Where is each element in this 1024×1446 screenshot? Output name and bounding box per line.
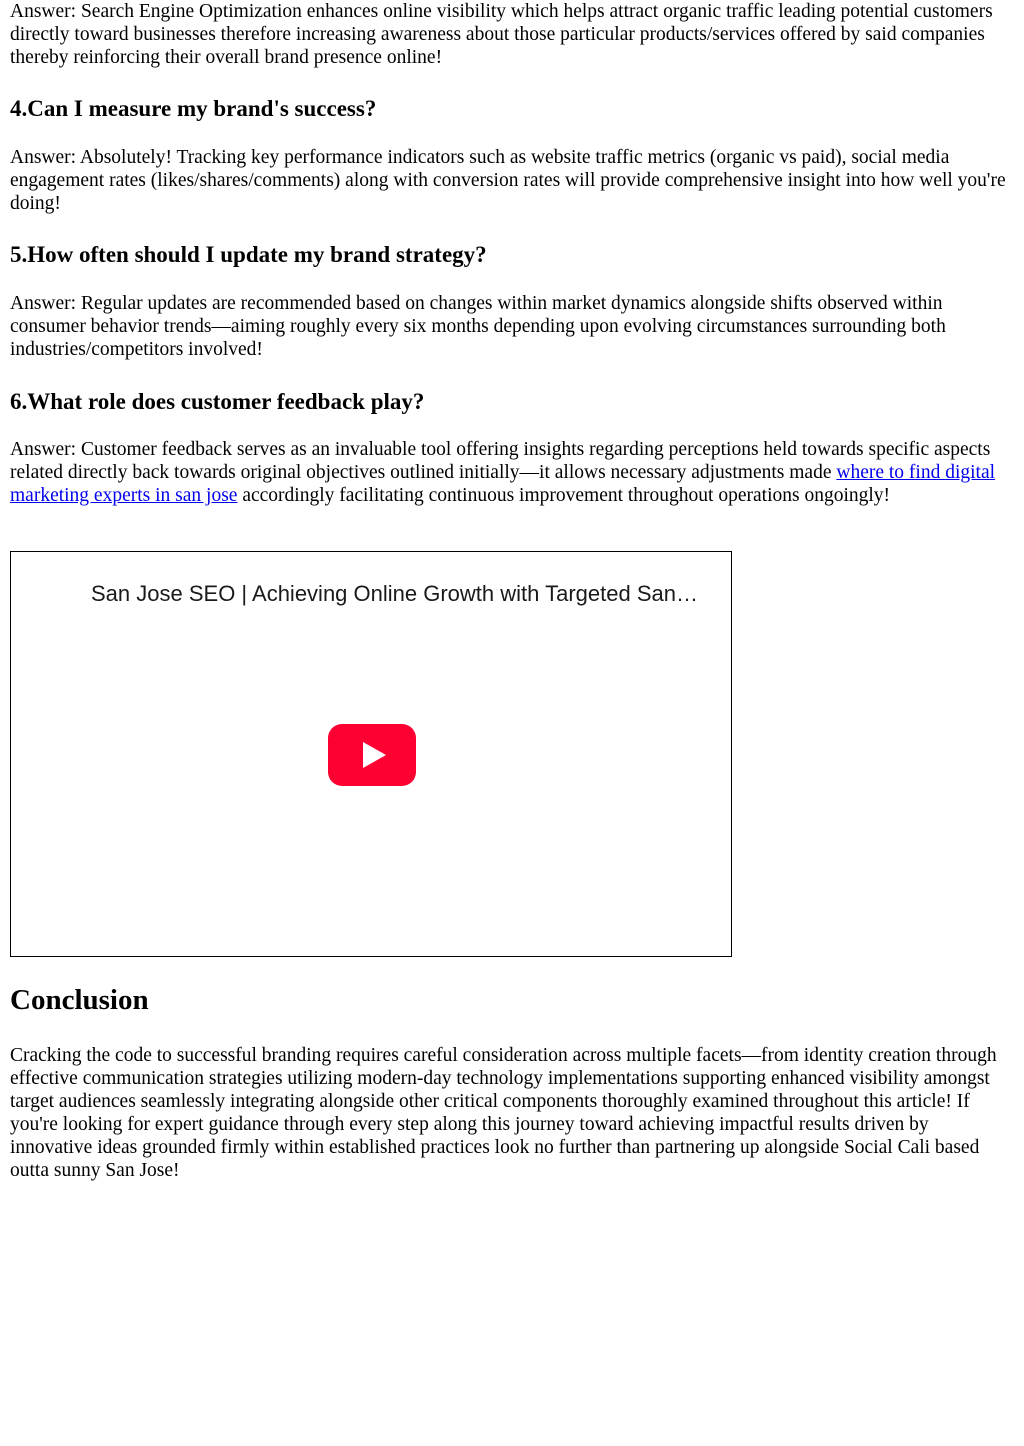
digital-marketing-experts-link[interactable]: where to find digital marketing experts in san jose [10,462,996,506]
embedded-video-player[interactable] [10,551,732,957]
answer-5-text: Answer: Regular updates are recommended based on changes within market dynamics alongside shifts observed within consumer behavior trends—aiming roughly every six months depending upon evolving circumstances surrounding both industries/competitors involved! [10,293,946,360]
question-4-heading: 4.Can I measure my brand's success? [10,96,377,121]
answer-6-text-end: accordingly facilitating continuous improvement throughout operations ongoingly! [237,485,891,506]
video-title[interactable]: San Jose SEO | Achieving Online Growth with Targeted San… [91,581,698,606]
answer-3-text: Answer: Search Engine Optimization enhances online visibility which helps attract organic traffic leading potential customers directly toward businesses therefore increasing awareness about those particular products/services offered by said companies thereby reinforcing their overall brand presence online! [10,1,993,68]
question-6-heading: 6.What role does customer feedback play? [10,389,425,414]
conclusion-heading: Conclusion [10,984,149,1016]
answer-4-text: Answer: Absolutely! Tracking key performance indicators such as website traffic metrics (organic vs paid), social media engagement rates (likes/shares/comments) along with conversion rates will provide comprehensive insight into how well you're doing! [10,147,1006,214]
conclusion-text: Cracking the code to successful branding requires careful consideration across multiple facets—from identity creation through effective communication strategies utilizing modern-day technology implementations supporting enhanced visibility amongst target audiences seamlessly integrating alongside other critical components thoroughly examined throughout this article! If you're looking for expert guidance through every step along this journey toward achieving impactful results driven by innovative ideas grounded firmly within established practices look no further than partnering up alongside Social Cali based outta sunny San Jose! [10,1045,997,1181]
answer-6-text [10,438,1014,507]
answer-6-text-start: Answer: Customer feedback serves as an invaluable tool offering insights regarding perceptions held towards specific aspects related directly back towards original objectives outlined initially—it allows necessary adjustments made [10,439,991,483]
question-5-heading: 5.How often should I update my brand strategy? [10,242,487,267]
youtube-play-icon[interactable] [328,724,416,786]
